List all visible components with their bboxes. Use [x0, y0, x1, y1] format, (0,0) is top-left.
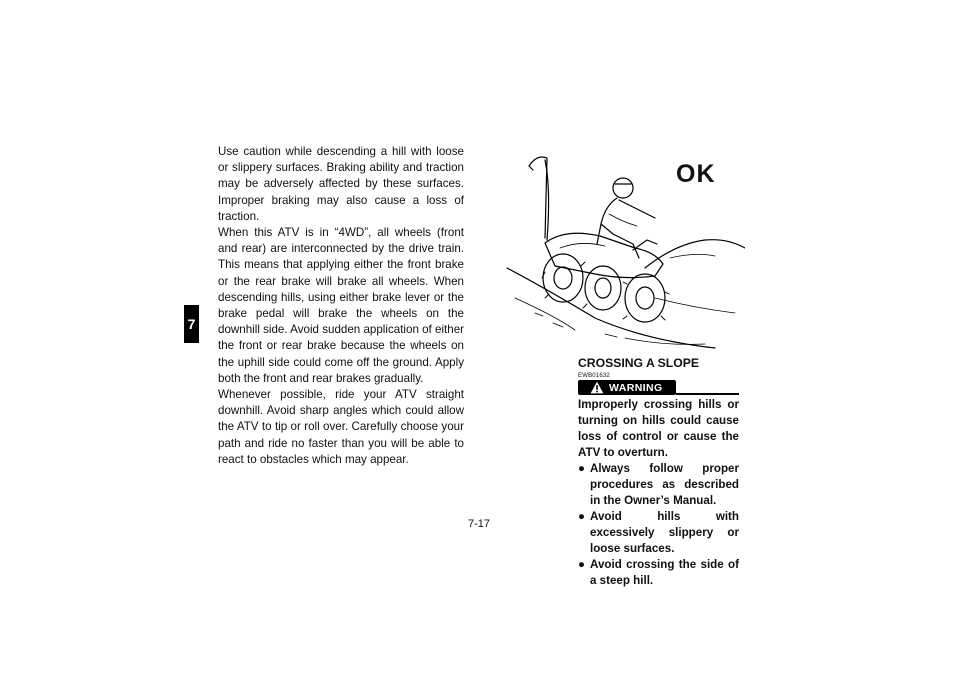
chapter-tab: 7 — [184, 305, 199, 343]
warning-body — [578, 397, 739, 589]
section-heading: CROSSING A SLOPE — [578, 356, 699, 370]
warning-rule — [676, 393, 739, 395]
list-item — [578, 461, 739, 509]
bullet-text: Always follow proper procedures as described in the Owner’s Manual. — [590, 462, 739, 507]
warning-bullet-list — [578, 461, 739, 589]
page-number: 7-17 — [468, 518, 491, 530]
warning-triangle-icon — [590, 381, 604, 394]
bullet-icon: ● — [578, 510, 586, 523]
bullet-text: Avoid hills with excessively slippery or loose surfaces. — [590, 510, 739, 555]
warning-header — [578, 380, 739, 395]
paragraph: When this ATV is in “4WD”, all wheels (front and rear) are interconnected by the drive train. This means that applying either the front brake or the rear brake will brake all wheels. When descending hills, using either brake lever or the brake pedal will brake the wheels on the downhill side. Avoid sudden application of either the front or rear brake because the wheels on the uphill side could come off the ground. Apply both the front and rear brakes gradually. — [218, 226, 464, 385]
paragraph: Use caution while descending a hill with loose or slippery surfaces. Braking ability and traction may be adversely affected by these surfaces. Improper braking may also cause a loss of traction. — [218, 145, 464, 223]
bullet-icon: ● — [578, 558, 586, 571]
warning-code: EWB01632 — [578, 373, 610, 379]
warning-intro: Improperly crossing hills or turning on hills could cause loss of control or cause the ATV to overturn. — [578, 398, 739, 459]
warning-badge — [578, 380, 676, 395]
list-item — [578, 509, 739, 557]
left-column-text — [218, 144, 464, 468]
bullet-icon: ● — [578, 462, 586, 475]
bullet-text: Avoid crossing the side of a steep hill. — [590, 558, 739, 587]
paragraph: Whenever possible, ride your ATV straight downhill. Avoid sharp angles which could allow the ATV to tip or roll over. Carefully choose your path and ride no faster than you will be able to react to obstacles which may appear. — [218, 388, 464, 466]
list-item — [578, 557, 739, 589]
warning-label: WARNING — [609, 381, 663, 394]
ok-label: OK — [676, 160, 716, 188]
